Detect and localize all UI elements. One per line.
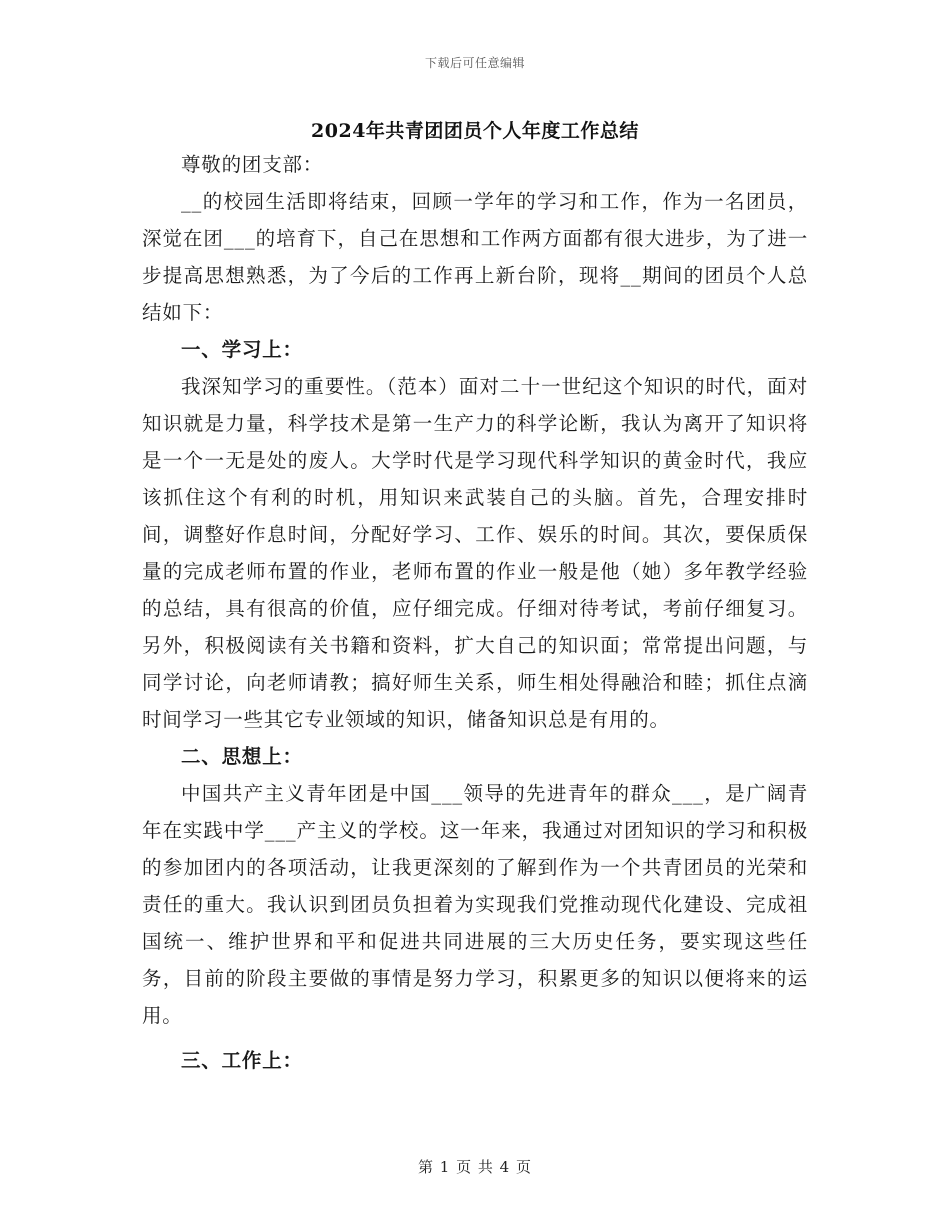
- intro-paragraph: __的校园生活即将结束，回顾一学年的学习和工作，作为一名团员，深觉在团___的培育下，自己在思想和工作两方面都有很大进步，为了进一步提高思想熟悉，为了今后的工作再上新台阶，现将__期间的团员个人总结如下：: [142, 190, 808, 324]
- section-body-study: 我深知学习的重要性。（范本）面对二十一世纪这个知识的时代，面对知识就是力量，科学技术是第一生产力的科学论断，我认为离开了知识将是一个一无是处的废人。大学时代是学习现代科学知识的黄金时代，我应该抓住这个有利的时机，用知识来武装自己的头脑。首先，合理安排时间，调整好作息时间，分配好学习、工作、娱乐的时间。其次，要保质保量的完成老师布置的作业，老师布置的作业一般是他（她）多年教学经验的总结，具有很高的价值，应仔细完成。仔细对待考试，考前仔细复习。另外，积极阅读有关书籍和资料，扩大自己的知识面；常常提出问题，与同学讨论，向老师请教；搞好师生关系，师生相处得融洽和睦；抓住点滴时间学习一些其它专业领域的知识，储备知识总是有用的。: [142, 375, 808, 731]
- document-title: 2024年共青团团员个人年度工作总结: [311, 120, 639, 142]
- document-body: [142, 146, 808, 1079]
- header-note: 下载后可任意编辑: [424, 56, 525, 70]
- section-heading-study: 一、学习上：: [181, 338, 303, 361]
- salutation: 尊敬的团支部：: [181, 153, 324, 176]
- page-indicator: 第 1 页 共 4 页: [418, 1158, 532, 1176]
- section-body-thought: 中国共产主义青年团是中国___领导的先进青年的群众___，是广阔青年在实践中学___产主义的学校。这一年来，我通过对团知识的学习和积极的参加团内的各项活动，让我更深刻的了解到作为一个共青团员的光荣和责任的重大。我认识到团员负担着为实现我们党推动现代化建设、完成祖国统一、维护世界和平和促进共同进展的三大历史任务，要实现这些任务，目前的阶段主要做的事情是努力学习，积累更多的知识以便将来的运用。: [142, 782, 808, 1027]
- section-heading-work: 三、工作上：: [181, 1049, 303, 1072]
- section-heading-thought: 二、思想上：: [181, 745, 303, 768]
